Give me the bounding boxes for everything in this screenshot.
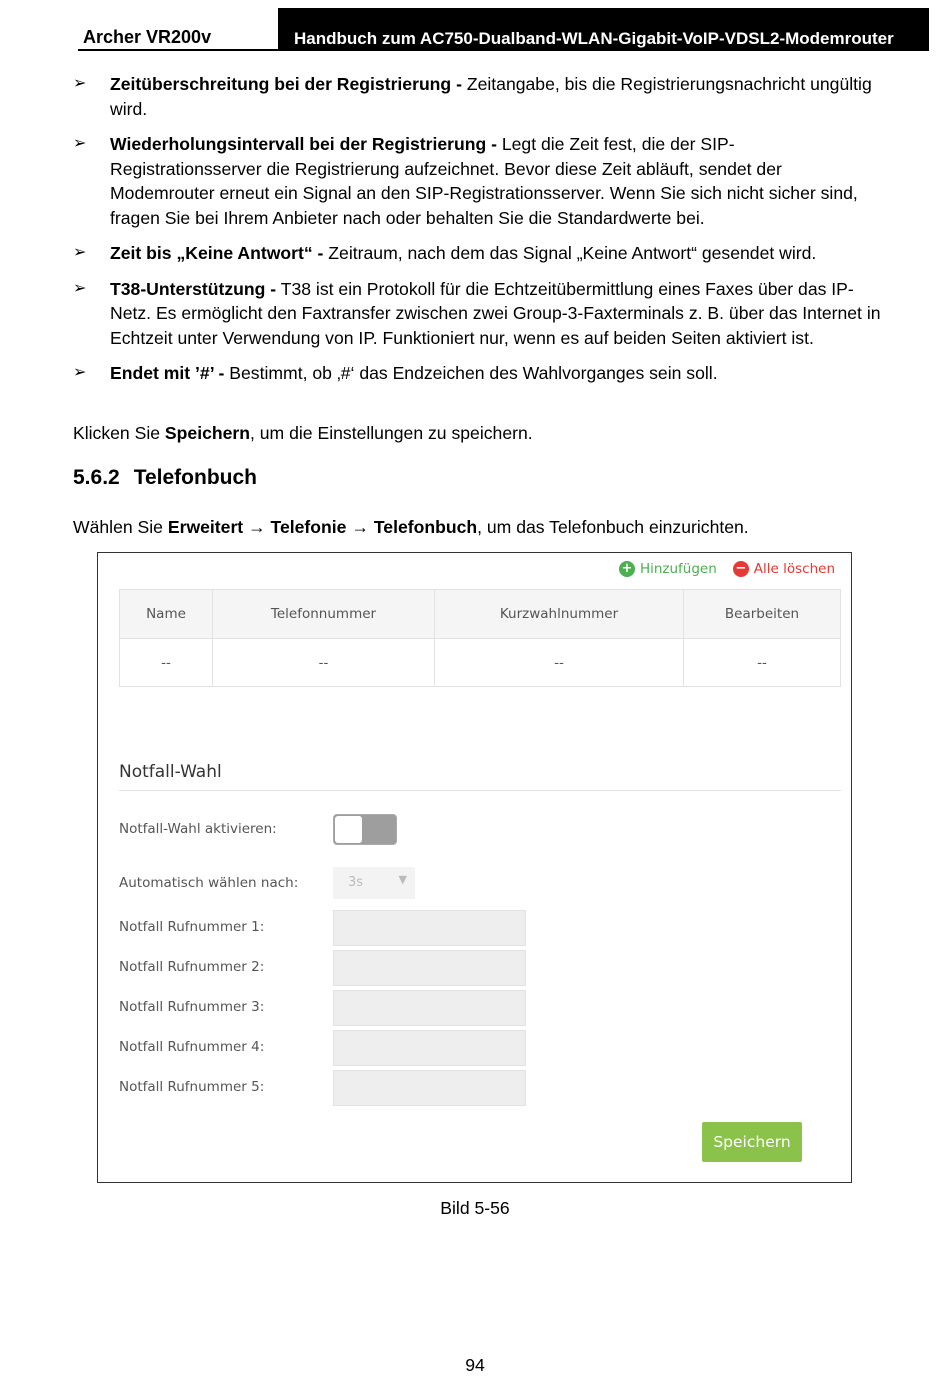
delete-all-button[interactable] (733, 561, 835, 577)
term: Wiederholungsintervall bei der Registrierung - (110, 134, 497, 154)
description: Zeitraum, nach dem das Signal „Keine Antwort“ gesendet wird. (323, 243, 817, 263)
term: Endet mit ’#’ - (110, 363, 225, 383)
description: T38 ist ein Protokoll für die Echtzeitübermittlung eines Faxes über das IP-Netz. Es ermöglicht den Faxtransfer zwischen zwei Group-3-Faxterminals z. B. über das Internet in Echtzeit unter Verwendung von IP. Funktioniert nur, wenn es auf beiden Seiten aktiviert ist. (110, 278, 881, 348)
emergency-number-3-input[interactable] (333, 990, 526, 1026)
bullet-arrow-icon: ➢ (73, 364, 87, 381)
auto-dial-value: 3s (348, 875, 364, 890)
bold-text: Telefonie (270, 517, 347, 537)
table-row (120, 639, 841, 687)
section-divider (119, 790, 841, 791)
emergency-enable-label: Notfall-Wahl aktivieren: (119, 821, 277, 837)
save-button[interactable]: Speichern (702, 1122, 802, 1162)
text: , um die Einstellungen zu speichern. (250, 423, 533, 443)
phonebook-screenshot (97, 552, 852, 1183)
table-cell: -- (120, 639, 213, 687)
emergency-number-1-input[interactable] (333, 910, 526, 946)
list-item (73, 241, 883, 266)
term: T38-Unterstützung - (110, 278, 277, 299)
text: Klicken Sie (73, 423, 165, 443)
parameter-list (73, 72, 883, 397)
column-header-edit: Bearbeiten (684, 590, 841, 639)
bullet-arrow-icon: ➢ (73, 279, 87, 297)
emergency-number-4-input[interactable] (333, 1030, 526, 1066)
bullet-arrow-icon: ➢ (73, 75, 87, 92)
bold-text: Telefonbuch (373, 517, 478, 537)
toggle-knob (335, 816, 362, 843)
header-manual-title (278, 8, 929, 51)
emergency-number-2-label: Notfall Rufnummer 2: (119, 959, 265, 975)
figure-caption: Bild 5-56 (440, 1198, 510, 1218)
emergency-number-2-input[interactable] (333, 950, 526, 986)
save-instruction (73, 421, 533, 445)
emergency-number-5-input[interactable] (333, 1070, 526, 1106)
text: Wählen Sie (73, 517, 168, 537)
list-item (73, 132, 883, 230)
bold-text: Speichern (164, 423, 250, 443)
list-item (73, 72, 883, 121)
auto-dial-select[interactable] (333, 867, 415, 899)
phonebook-table (119, 589, 841, 687)
header-product (78, 26, 278, 51)
emergency-enable-toggle[interactable] (333, 814, 397, 845)
section-number: 5.6.2 (73, 466, 120, 489)
product-name: Archer VR200v (83, 27, 212, 47)
plus-circle-icon: + (619, 561, 635, 577)
list-item (73, 277, 883, 351)
arrow-text: → (243, 517, 271, 537)
minus-circle-icon: − (733, 561, 749, 577)
emergency-number-1-label: Notfall Rufnummer 1: (119, 919, 265, 935)
list-item (73, 361, 883, 386)
description: Bestimmt, ob ‚#‘ das Endzeichen des Wahlvorganges sein soll. (224, 363, 718, 383)
section-heading (73, 466, 257, 490)
emergency-number-4-label: Notfall Rufnummer 4: (119, 1039, 265, 1055)
emergency-section-title: Notfall-Wahl (119, 762, 222, 782)
text: , um das Telefonbuch einzurichten. (477, 517, 749, 537)
table-cell: -- (684, 639, 841, 687)
table-actions (619, 561, 835, 577)
delete-all-label: Alle löschen (753, 561, 835, 577)
term: Zeit bis „Keine Antwort“ - (110, 243, 324, 263)
emergency-number-5-label: Notfall Rufnummer 5: (119, 1079, 265, 1095)
emergency-number-3-label: Notfall Rufnummer 3: (119, 999, 265, 1015)
add-label: Hinzufügen (639, 561, 717, 577)
table-cell: -- (435, 639, 684, 687)
auto-dial-label: Automatisch wählen nach: (119, 875, 299, 891)
column-header-phone: Telefonnummer (213, 590, 435, 639)
description: Legt die Zeit fest, die der SIP-Registrationsserver die Registrierung aufzeichnet. Bevor diese Zeit abläuft, sendet der Modemrouter erneut ein Signal an den SIP-Registrationsserver. Wenn Sie sich nicht sicher sind, fragen Sie bei Ihrem Anbieter nach oder behalten Sie die Standardwerte bei. (110, 134, 858, 228)
column-header-name: Name (120, 590, 213, 639)
chevron-down-icon: ▼ (398, 873, 407, 886)
term: Zeitüberschreitung bei der Registrierung - (110, 74, 462, 94)
page-number: 94 (465, 1355, 485, 1375)
bullet-arrow-icon: ➢ (73, 135, 87, 152)
arrow-text: → (346, 517, 374, 537)
column-header-speed-dial: Kurzwahlnummer (435, 590, 684, 639)
section-title: Telefonbuch (133, 466, 257, 489)
manual-title: Handbuch zum AC750-Dualband-WLAN-Gigabit-VoIP-VDSL2-Modemrouter (294, 29, 894, 48)
add-button[interactable] (619, 561, 717, 577)
table-header-row (120, 590, 841, 639)
table-cell: -- (213, 639, 435, 687)
bold-text: Erweitert (167, 517, 244, 537)
navigation-instruction (73, 515, 749, 539)
bullet-arrow-icon: ➢ (73, 244, 87, 261)
description: Zeitangabe, bis die Registrierungsnachricht ungültig wird. (110, 74, 872, 119)
